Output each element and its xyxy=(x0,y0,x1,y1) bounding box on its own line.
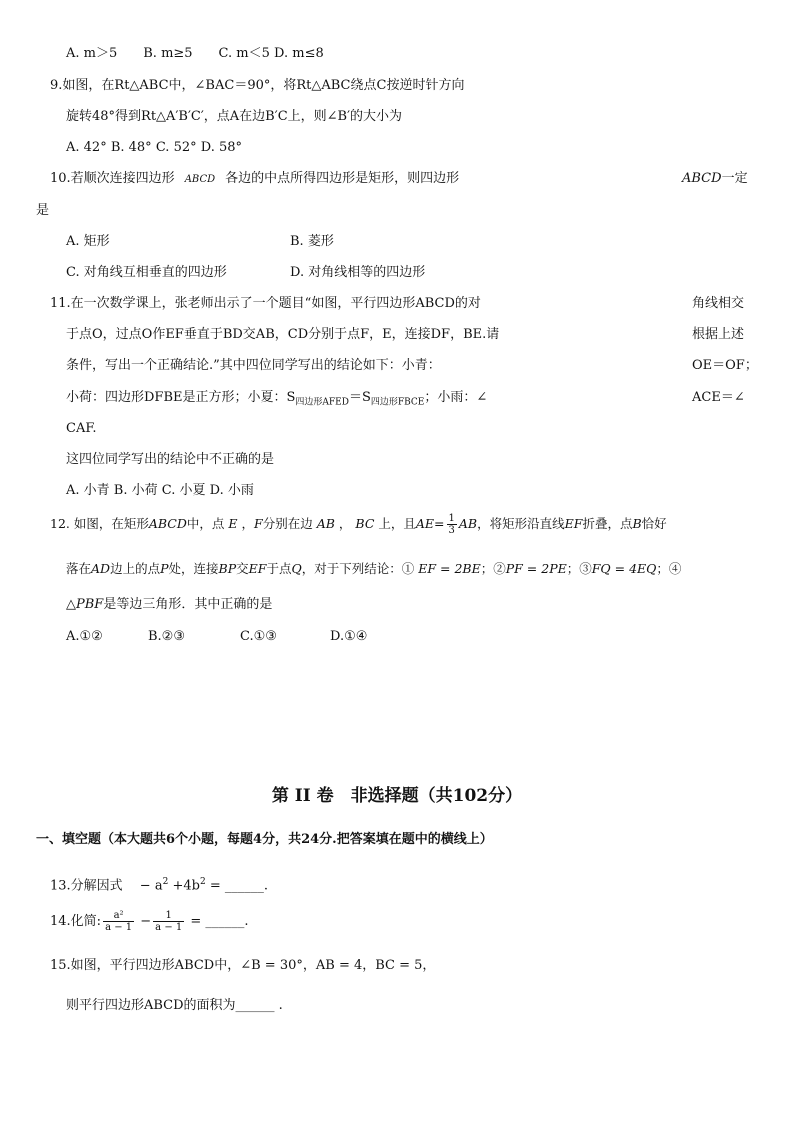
q10-stem-line1: 10.若顺次连接四边形 ABCD 各边的中点所得四边形是矩形，则四边形 xyxy=(50,171,460,186)
part2-title: 第 II 卷 非选择题（共102分） xyxy=(271,786,523,806)
q12-option-c: C.①③ xyxy=(240,629,277,644)
q9-stem-line2: 旋转48°得到Rt△A′B′C′，点A在边B′C上，则∠B′的大小为 xyxy=(66,109,403,124)
q13: 13.分解因式 − $a^2 +4b^2$ = ______. xyxy=(50,877,268,894)
q11-line6: 这四位同学写出的结论中不正确的是 xyxy=(66,452,275,467)
q10-option-d: D. 对角线相等的四边形 xyxy=(290,265,426,280)
q12-fraction: $\frac{1}{3}$ xyxy=(448,513,455,536)
q12-option-d: D.①④ xyxy=(330,629,368,644)
q12-option-a: A.①② xyxy=(66,629,103,644)
q14: 14.化简: $\frac{\text{a²}}{a - 1}$ − $\frac{1}{a - 1}$ = ______. xyxy=(50,910,249,933)
q11-line3: 条件，写出一个正确结论.”其中四位同学写出的结论如下：小青： xyxy=(66,358,441,373)
fill-in-section-title: 一、填空题（本大题共6个小题，每题4分，共24分.把答案填在题中的横线上） xyxy=(36,832,493,847)
q11-line1-tail: 角线相交 xyxy=(692,296,745,311)
q11-line3-tail: OE＝OF； xyxy=(692,358,758,373)
q14-fraction-2: $\frac{1}{a - 1}$ xyxy=(155,910,183,933)
q11-line2-tail: 根据上述 xyxy=(692,327,745,342)
q9-options: A. 42° B. 48° C. 52° D. 58° xyxy=(66,140,243,155)
q10-option-b: B. 菱形 xyxy=(290,234,334,249)
q12-line2: 落在AD边上的点P处，连接BP交EF于点Q，对于下列结论：① EF = 2BE；②PF = 2PE；③FQ = 4EQ；④ xyxy=(66,561,682,576)
q11-options: A. 小青 B. 小荷 C. 小夏 D. 小雨 xyxy=(66,483,254,498)
q10-stem-wrap: 是 xyxy=(36,203,50,218)
q12-line1: 12. 如图，在矩形ABCD中，点 E ，F分别在边 AB ， BC 上，且AE= $\frac{1}{3}$ AB，将矩形沿直线EF折叠，点B恰好 xyxy=(50,513,667,536)
q11-line4-tail: ACE＝∠ xyxy=(692,390,745,405)
q12-option-b: B.②③ xyxy=(148,629,185,644)
q15-line2: 则平行四边形ABCD的面积为______ . xyxy=(66,998,283,1013)
q10-stem-tail: ABCD一定 xyxy=(682,171,748,186)
q12-line3: △PBF是等边三角形．其中正确的是 xyxy=(66,597,273,612)
q15-line1: 15.如图，平行四边形ABCD中，∠B = 30°，AB = 4，BC = 5， xyxy=(50,958,436,973)
q10-option-c: C. 对角线互相垂直的四边形 xyxy=(66,265,227,280)
q11-line2: 于点O，过点O作EF垂直于BD交AB，CD分别于点F，E，连接DF，BE.请 xyxy=(66,327,500,342)
q14-fraction-1: $\frac{\text{a²}}{a - 1}$ xyxy=(105,910,133,933)
q8-options: A. m＞5 B. m≥5 C. m＜5 D. m≤8 xyxy=(66,46,324,61)
q10-option-a: A. 矩形 xyxy=(66,234,110,249)
q11-line4: 小荷：四边形DFBE是正方形；小夏：$S_{四边形AFED}=S_{四边形FBCE}$；小雨：∠ xyxy=(66,390,488,408)
q11-line5: CAF. xyxy=(66,421,97,436)
q9-stem-line1: 9.如图，在Rt△ABC中，∠BAC＝90°，将Rt△ABC绕点C按逆时针方向 xyxy=(50,78,465,93)
q11-line1: 11.在一次数学课上，张老师出示了一个题目“如图，平行四边形ABCD的对 xyxy=(50,296,481,311)
